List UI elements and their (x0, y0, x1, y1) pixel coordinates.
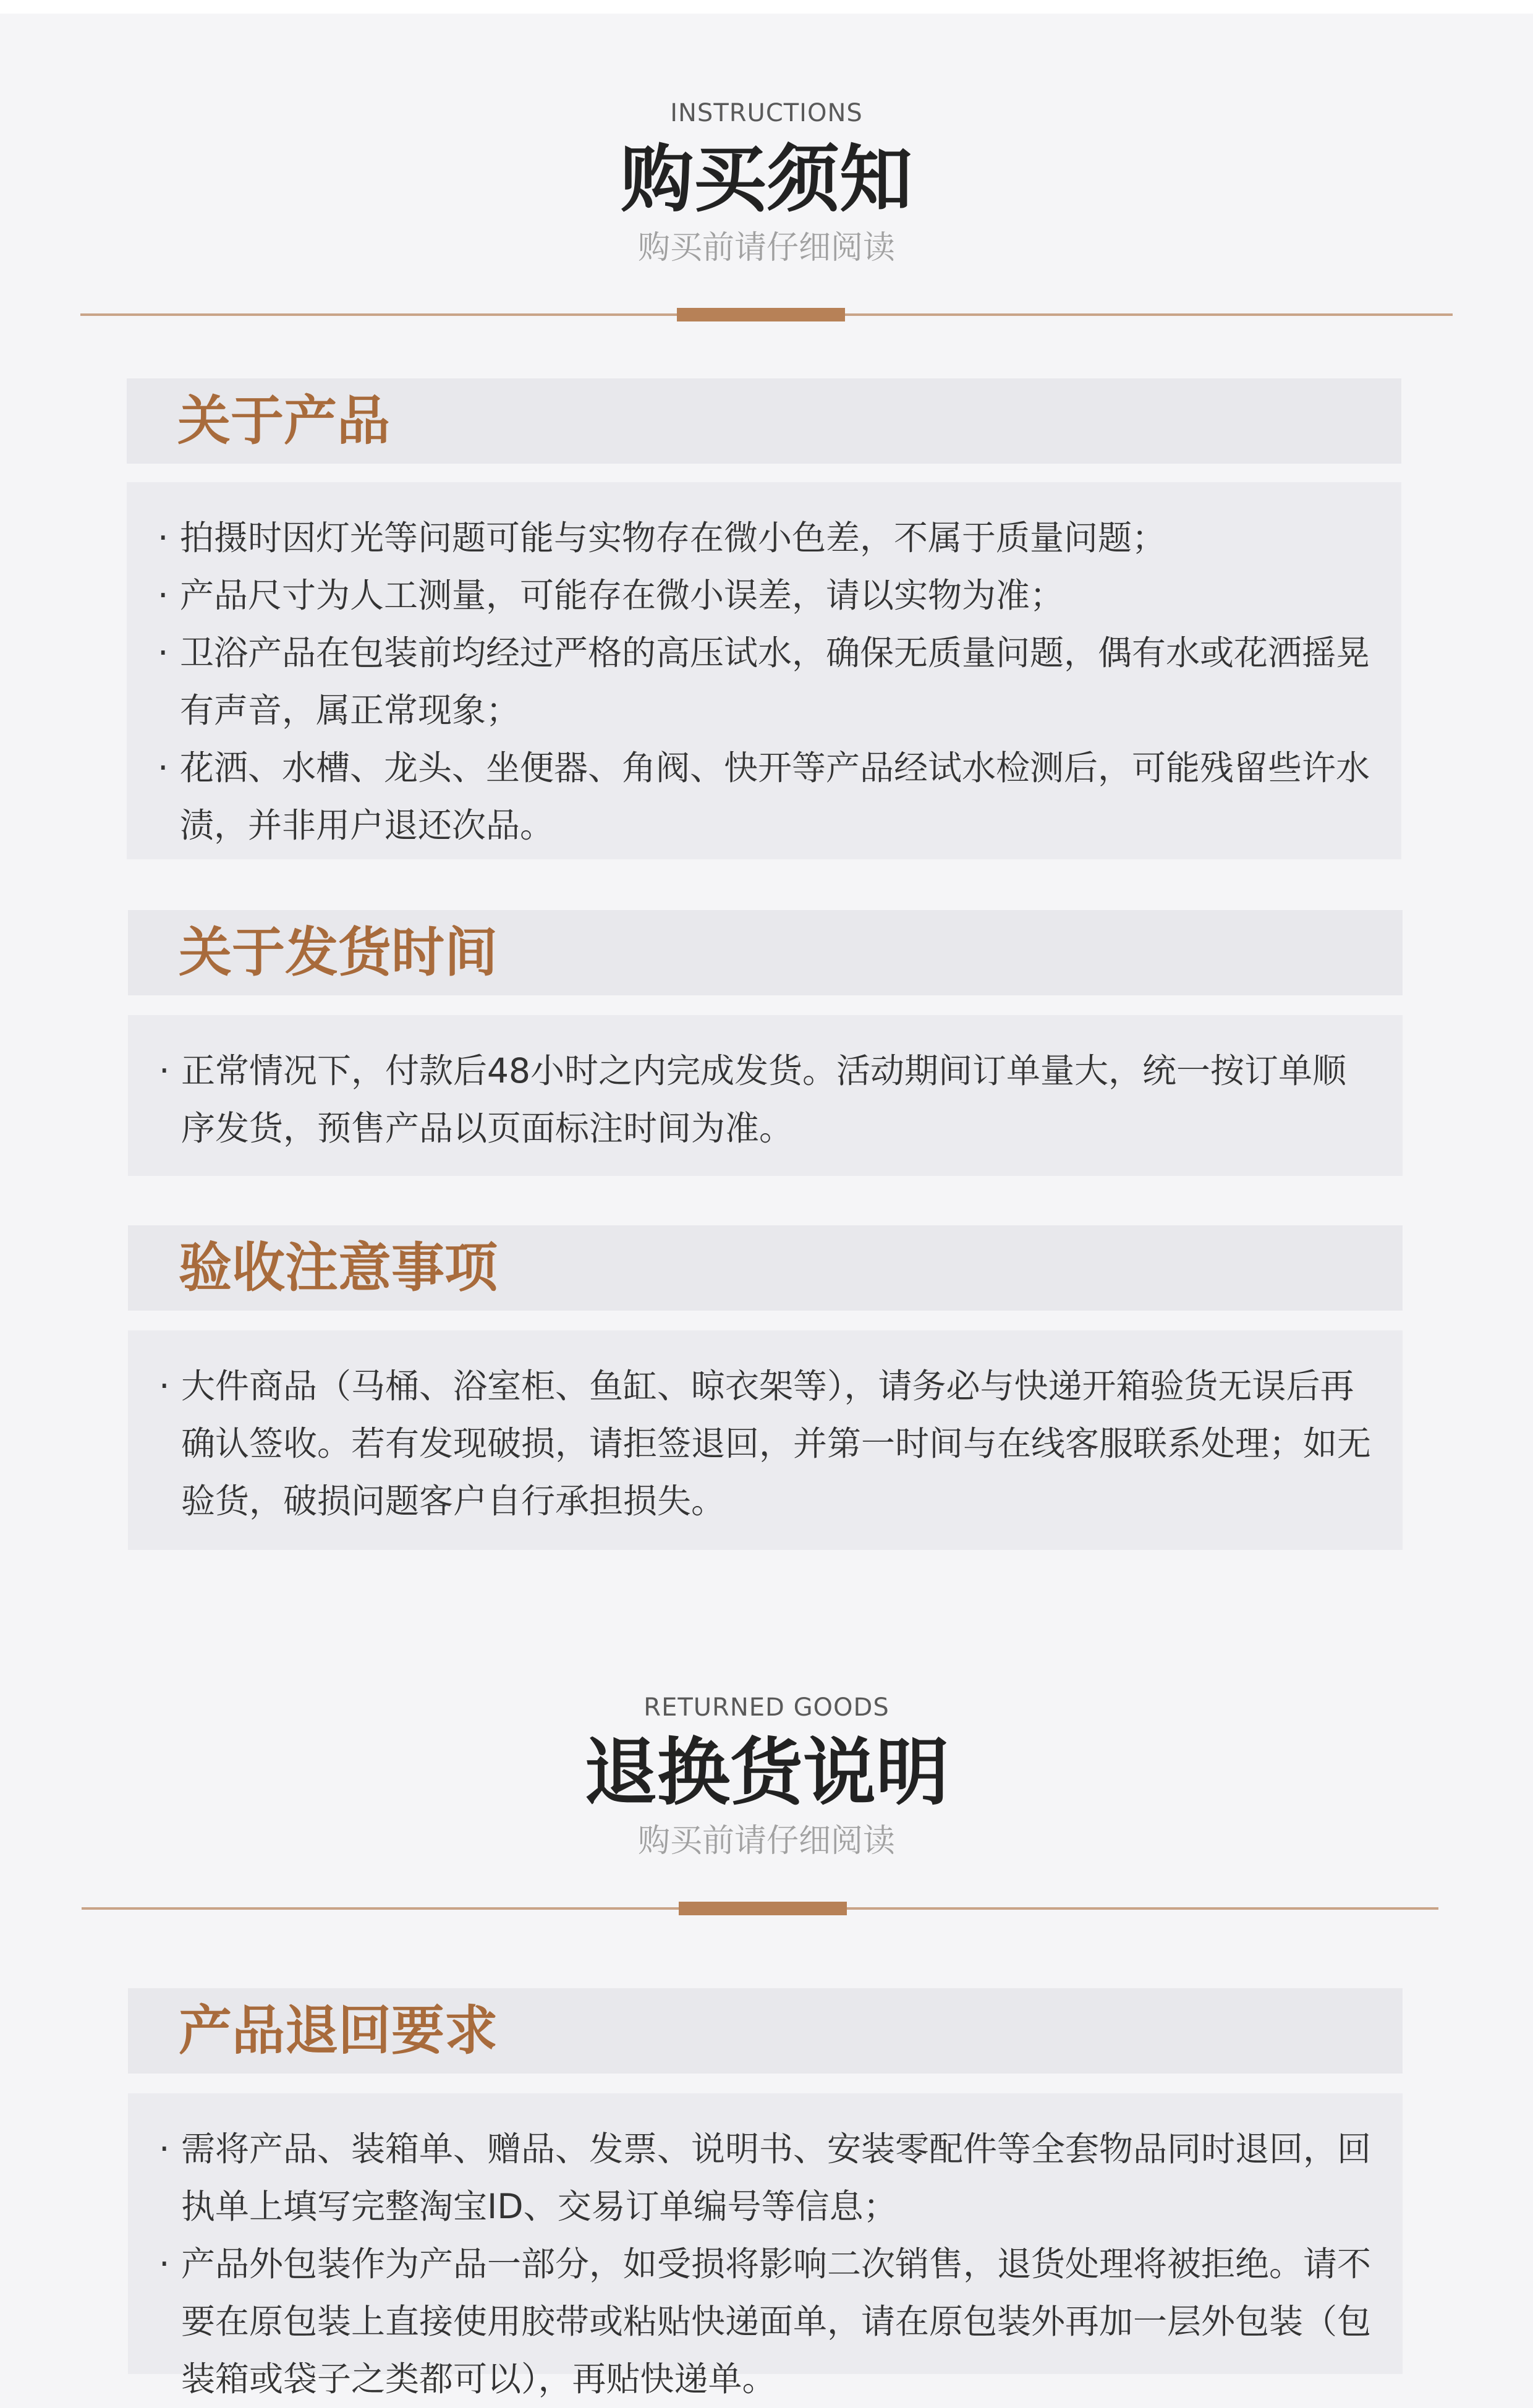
bullet-dot: · (158, 748, 169, 788)
list-item-text: 需将产品、装箱单、赠品、发票、说明书、安装零配件等全套物品同时退回，回执单上填写完整淘宝ID、交易订单编号等信息； (181, 2129, 1372, 2226)
list-item (158, 739, 1370, 854)
card-heading-inspection (128, 1225, 1403, 1311)
bullet-dot: · (159, 2244, 170, 2284)
list-item (159, 1042, 1372, 1157)
list-item-text: 产品尺寸为人工测量，可能存在微小误差，请以实物为准； (180, 576, 1064, 615)
bullet-dot: · (158, 633, 169, 673)
bullet-dot: · (158, 518, 169, 558)
card-heading-return-requirements (128, 1988, 1403, 2074)
section-header-returned-goods (0, 1692, 1533, 1863)
section-title: 退换货说明 (584, 1730, 949, 1815)
list-item-text: 正常情况下，付款后48小时之内完成发货。活动期间订单量大，统一按订单顺序发货，预售产品以页面标注时间为准。 (181, 1051, 1346, 1148)
card-heading-text: 产品退回要求 (179, 2000, 498, 2062)
bullet-dot: · (159, 1366, 170, 1406)
card-heading-text: 关于产品 (177, 390, 390, 452)
card-heading-text: 关于发货时间 (179, 922, 498, 984)
section-subtitle-cn: 购买前请仔细阅读 (637, 229, 895, 266)
list-item (159, 2121, 1372, 2236)
list-item-text: 花洒、水槽、龙头、坐便器、角阀、快开等产品经试水检测后，可能残留些许水渍，并非用户退还次品。 (180, 748, 1370, 845)
card-body-about-product (127, 482, 1401, 859)
card-heading-text: 验收注意事项 (179, 1237, 498, 1299)
section-subtitle-cn: 购买前请仔细阅读 (637, 1823, 895, 1860)
bullet-dot: · (159, 1051, 170, 1091)
card-heading-shipping-time (128, 910, 1403, 995)
list-item-text: 产品外包装作为产品一部分，如受损将影响二次销售，退货处理将被拒绝。请不要在原包装上直接使用胶带或粘贴快递面单，请在原包装外再加一层外包装（包装箱或袋子之类都可以），再贴快递单。 (181, 2244, 1372, 2399)
section-divider-accent (677, 308, 845, 321)
list-item-text: 大件商品（马桶、浴室柜、鱼缸、晾衣架等），请务必与快递开箱验货无误后再确认签收。若有发现破损，请拒签退回，并第一时间与在线客服联系处理；如无验货，破损问题客户自行承担损失。 (181, 1366, 1372, 1521)
card-heading-about-product (127, 378, 1401, 464)
section-subtitle-en: RETURNED GOODS (643, 1693, 890, 1722)
section-divider-accent (679, 1902, 847, 1915)
list-item-text: 拍摄时因灯光等问题可能与实物存在微小色差，不属于质量问题； (180, 518, 1166, 558)
top-strip (0, 0, 1533, 14)
list-item (158, 567, 1370, 624)
card-body-return-requirements (128, 2093, 1403, 2399)
list-item (158, 624, 1370, 739)
card-body-inspection (128, 1330, 1403, 1550)
bullet-dot: · (158, 576, 169, 615)
section-header-instructions (0, 98, 1533, 270)
list-item (158, 509, 1370, 567)
list-item-text: 卫浴产品在包装前均经过严格的高压试水，确保无质量问题，偶有水或花洒摇晃有声音，属正常现象； (180, 633, 1370, 730)
section-title: 购买须知 (620, 137, 912, 222)
bullet-dot: · (159, 2129, 170, 2169)
section-subtitle-en: INSTRUCTIONS (670, 99, 863, 127)
list-item (159, 2236, 1372, 2408)
list-item (159, 1358, 1372, 1530)
card-body-shipping-time (128, 1015, 1403, 1176)
